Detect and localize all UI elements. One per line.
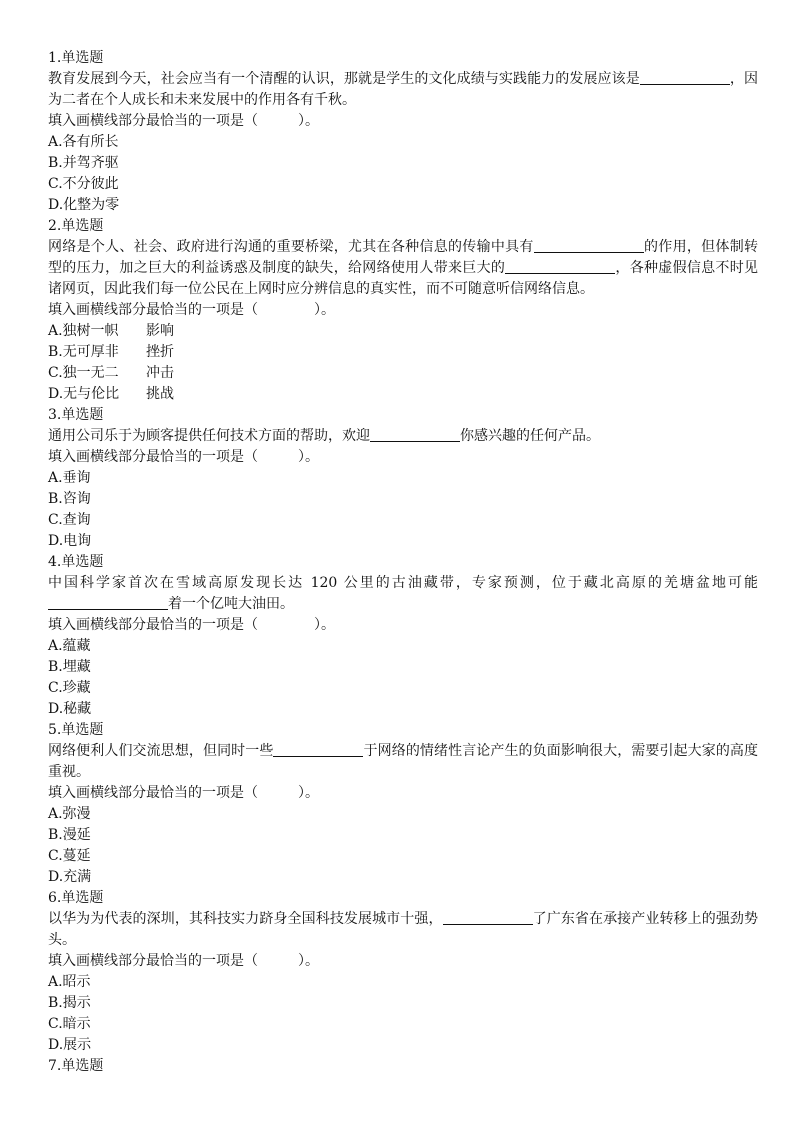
answer-blank-continued bbox=[138, 595, 168, 610]
answer-blank bbox=[534, 238, 644, 253]
document-page bbox=[48, 48, 758, 1077]
option-c[interactable]: C.珍藏 bbox=[48, 680, 91, 696]
option-a[interactable]: A.垂询 bbox=[48, 470, 91, 486]
question-stem: 通用公司乐于为顾客提供任何技术方面的帮助，欢迎 你感兴趣的任何产品。 bbox=[48, 428, 600, 444]
question-2 bbox=[48, 216, 758, 405]
option-d[interactable]: D.秘藏 bbox=[48, 701, 92, 717]
option-d[interactable]: D.无与伦比 挑战 bbox=[48, 386, 174, 402]
option-b[interactable]: B.咨询 bbox=[48, 491, 91, 507]
option-c[interactable]: C.暗示 bbox=[48, 1016, 91, 1032]
question-stem: 中国科学家首次在雪域高原发现长达 120 公里的古油藏带，专家预测，位于藏北高原的羌塘盆地可能着一个亿吨大油田。 bbox=[48, 575, 758, 612]
question-prompt: 填入画横线部分最恰当的一项是（ ）。 bbox=[48, 113, 319, 129]
option-d[interactable]: D.电询 bbox=[48, 533, 92, 549]
question-header: 4.单选题 bbox=[48, 554, 104, 570]
option-a[interactable]: A.昭示 bbox=[48, 974, 91, 990]
option-b[interactable]: B.无可厚非 挫折 bbox=[48, 344, 174, 360]
option-b[interactable]: B.漫延 bbox=[48, 827, 91, 843]
answer-blank bbox=[640, 70, 730, 85]
question-5 bbox=[48, 720, 758, 888]
option-a[interactable]: A.蕴藏 bbox=[48, 638, 91, 654]
question-prompt: 填入画横线部分最恰当的一项是（ ）。 bbox=[48, 302, 335, 318]
option-b[interactable]: B.埋藏 bbox=[48, 659, 91, 675]
question-header: 3.单选题 bbox=[48, 407, 104, 423]
question-header: 6.单选题 bbox=[48, 890, 104, 906]
question-header: 1.单选题 bbox=[48, 50, 104, 66]
option-b[interactable]: B.揭示 bbox=[48, 995, 91, 1011]
question-header: 5.单选题 bbox=[48, 722, 104, 738]
option-c[interactable]: C.蔓延 bbox=[48, 848, 91, 864]
answer-blank bbox=[505, 259, 615, 274]
answer-blank bbox=[48, 595, 138, 610]
question-3 bbox=[48, 405, 758, 552]
option-a[interactable]: A.弥漫 bbox=[48, 806, 91, 822]
option-a[interactable]: A.各有所长 bbox=[48, 134, 119, 150]
option-a[interactable]: A.独树一帜 影响 bbox=[48, 323, 174, 339]
option-c[interactable]: C.独一无二 冲击 bbox=[48, 365, 174, 381]
question-stem: 以华为为代表的深圳，其科技实力跻身全国科技发展城市十强， 了广东省在承接产业转移上的强劲势头。 bbox=[48, 911, 759, 948]
answer-blank bbox=[273, 742, 363, 757]
option-d[interactable]: D.充满 bbox=[48, 869, 92, 885]
option-c[interactable]: C.不分彼此 bbox=[48, 176, 119, 192]
question-stem: 教育发展到今天，社会应当有一个清醒的认识，那就是学生的文化成绩与实践能力的发展应该是 ，因为二者在个人成长和未来发展中的作用各有千秋。 bbox=[48, 71, 759, 108]
question-prompt: 填入画横线部分最恰当的一项是（ ）。 bbox=[48, 953, 319, 969]
question-1 bbox=[48, 48, 758, 216]
option-d[interactable]: D.展示 bbox=[48, 1037, 92, 1053]
question-stem: 网络便利人们交流思想，但同时一些 于网络的情绪性言论产生的负面影响很大，需要引起大家的高度重视。 bbox=[48, 743, 759, 780]
question-header: 7.单选题 bbox=[48, 1058, 104, 1074]
question-prompt: 填入画横线部分最恰当的一项是（ ）。 bbox=[48, 785, 319, 801]
question-header: 2.单选题 bbox=[48, 218, 104, 234]
question-prompt: 填入画横线部分最恰当的一项是（ ）。 bbox=[48, 449, 319, 465]
question-7 bbox=[48, 1056, 758, 1077]
question-4 bbox=[48, 552, 758, 720]
option-b[interactable]: B.并驾齐驱 bbox=[48, 155, 119, 171]
question-stem: 网络是个人、社会、政府进行沟通的重要桥梁，尤其在各种信息的传输中具有 的作用，但体制转型的压力，加之巨大的利益诱惑及制度的缺失，给网络使用人带来巨大的 ，各种虚假信息不时见诸网页，因此我们每一位公民在上网时应分辨信息的真实性，而不可随意听信网络信息。 bbox=[48, 239, 759, 297]
option-d[interactable]: D.化整为零 bbox=[48, 197, 120, 213]
question-prompt: 填入画横线部分最恰当的一项是（ ）。 bbox=[48, 617, 335, 633]
answer-blank bbox=[443, 910, 533, 925]
question-6 bbox=[48, 888, 758, 1056]
option-c[interactable]: C.查询 bbox=[48, 512, 91, 528]
answer-blank bbox=[370, 427, 460, 442]
